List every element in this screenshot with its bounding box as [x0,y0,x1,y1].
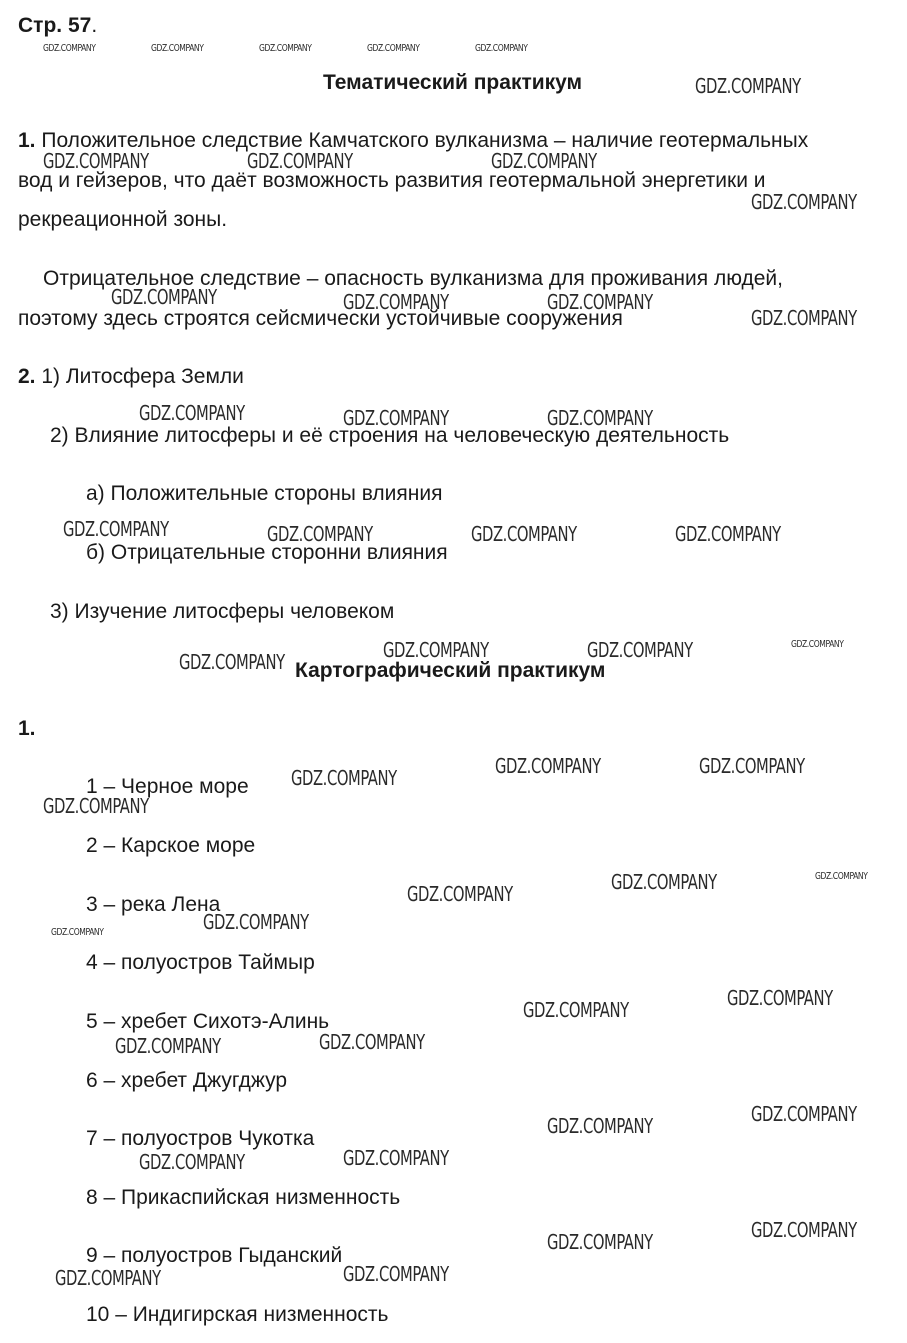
cartographic-practicum-title: Картографический практикум [295,659,606,682]
watermark: GDZ.COMPANY [247,149,353,173]
watermark: GDZ.COMPANY [43,794,149,818]
page-reference [18,15,97,36]
task1-line1 [18,130,808,151]
watermark: GDZ.COMPANY [471,522,577,546]
watermark: GDZ.COMPANY [547,290,653,314]
watermark: GDZ.COMPANY [751,1218,857,1242]
watermark: GDZ.COMPANY [43,149,149,173]
task2-item-3: 3) Изучение литосферы человеком [50,600,395,623]
watermark: GDZ.COMPANY [547,1230,653,1254]
task2-number: 2. [18,365,36,388]
watermark: GDZ.COMPANY [111,285,217,309]
watermark: GDZ.COMPANY [55,1266,161,1290]
watermark: GDZ.COMPANY [587,638,693,662]
watermark: GDZ.COMPANY [43,43,96,54]
watermark: GDZ.COMPANY [491,149,597,173]
map-item-1: 1 – Черное море [86,775,249,798]
task2-item-2a: а) Положительные стороны влияния [86,482,443,505]
watermark: GDZ.COMPANY [675,522,781,546]
task1-number: 1. [18,129,36,152]
watermark: GDZ.COMPANY [699,754,805,778]
watermark: GDZ.COMPANY [815,871,868,882]
task1-line5: поэтому здесь строятся сейсмически устойчивые сооружения [18,307,623,330]
watermark: GDZ.COMPANY [179,650,285,674]
map-item-9: 9 – полуостров Гыданский [86,1244,343,1267]
watermark: GDZ.COMPANY [367,43,420,54]
map-item-6: 6 – хребет Джугджур [86,1069,288,1092]
watermark: GDZ.COMPANY [547,406,653,430]
watermark: GDZ.COMPANY [751,1102,857,1126]
watermark: GDZ.COMPANY [51,927,104,938]
watermark: GDZ.COMPANY [751,190,857,214]
watermark: GDZ.COMPANY [791,639,844,650]
thematic-practicum-title: Тематический практикум [323,71,583,94]
watermark: GDZ.COMPANY [319,1030,425,1054]
watermark: GDZ.COMPANY [751,306,857,330]
watermark: GDZ.COMPANY [475,43,528,54]
watermark: GDZ.COMPANY [343,290,449,314]
task2-item-1: 1) Литосфера Земли [41,365,244,388]
watermark: GDZ.COMPANY [343,406,449,430]
watermark: GDZ.COMPANY [547,1114,653,1138]
watermark: GDZ.COMPANY [291,766,397,790]
map-item-3: 3 – река Лена [86,893,221,916]
watermark: GDZ.COMPANY [407,882,513,906]
task1-line4: Отрицательное следствие – опасность вулканизма для проживания людей, [43,267,783,290]
watermark: GDZ.COMPANY [259,43,312,54]
watermark: GDZ.COMPANY [343,1262,449,1286]
map-item-8: 8 – Прикаспийская низменность [86,1186,401,1209]
watermark: GDZ.COMPANY [383,638,489,662]
watermark: GDZ.COMPANY [267,522,373,546]
watermark: GDZ.COMPANY [523,998,629,1022]
task1-line2: вод и гейзеров, что даёт возможность развития геотермальной энергетики и [18,169,766,192]
watermark: GDZ.COMPANY [139,1150,245,1174]
map-item-10: 10 – Индигирская низменность [86,1303,389,1326]
map-item-5: 5 – хребет Сихотэ-Алинь [86,1010,330,1033]
task1-line3: рекреационной зоны. [18,208,228,231]
task2-line1 [18,366,244,387]
watermark: GDZ.COMPANY [203,910,309,934]
watermark: GDZ.COMPANY [611,870,717,894]
task2-item-2: 2) Влияние литосферы и её строения на человеческую деятельность [50,424,730,447]
map-item-7: 7 – полуостров Чукотка [86,1127,315,1150]
task2-item-2b: б) Отрицательные сторонни влияния [86,541,448,564]
watermark: GDZ.COMPANY [495,754,601,778]
watermark: GDZ.COMPANY [343,1146,449,1170]
page-number-dot: . [91,14,98,37]
watermark: GDZ.COMPANY [139,401,245,425]
page-number: Стр. 57 [18,14,92,37]
task1-text-1: Положительное следствие Камчатского вулканизма – наличие геотермальных [41,129,809,152]
watermark: GDZ.COMPANY [115,1034,221,1058]
watermark: GDZ.COMPANY [727,986,833,1010]
watermark: GDZ.COMPANY [695,74,801,98]
map-item-2: 2 – Карское море [86,834,256,857]
watermark: GDZ.COMPANY [151,43,204,54]
map-item-4: 4 – полуостров Таймыр [86,951,315,974]
watermark: GDZ.COMPANY [63,517,169,541]
cartographic-task-number: 1. [18,717,36,740]
